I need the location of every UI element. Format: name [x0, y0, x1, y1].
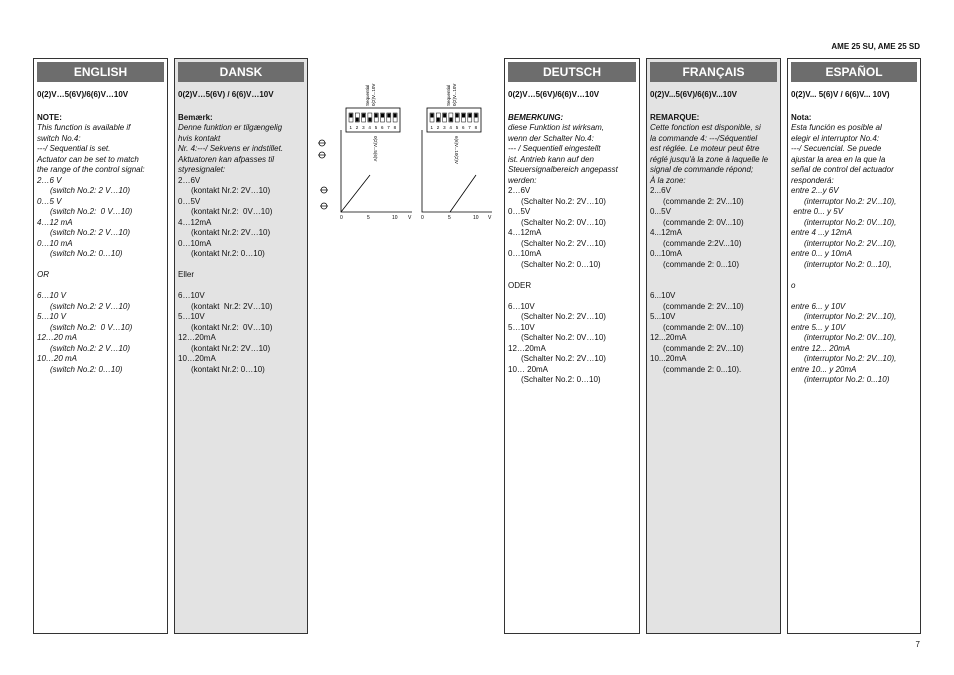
text-line: This function is available if	[37, 123, 131, 132]
text-line: 6…10V	[508, 301, 535, 311]
section-title: 0(2)V... 5(6)V / 6(6)V... 10V)	[791, 90, 890, 99]
text-line: 12…20mA	[178, 333, 216, 342]
dip-number: 6	[381, 125, 384, 130]
text-line: (Schalter No.2: 0V…10)	[521, 333, 606, 342]
text-line	[178, 281, 304, 292]
text-line: (Schalter No.2: 0V…10)	[521, 217, 606, 227]
note-lines	[791, 113, 917, 386]
text-line: 2...6V	[650, 186, 671, 195]
column-body	[175, 82, 307, 375]
dip-toggle-knob	[387, 114, 390, 118]
text-line: (Schalter No.2: 2V…10)	[521, 354, 606, 363]
text-line: OR	[37, 270, 49, 279]
text-line: (commande 2: 2V...10)	[663, 301, 744, 311]
switch-diagram	[316, 80, 496, 230]
text-line: entre 6... y 10V	[791, 301, 846, 311]
text-line: elegir el interruptor No.4:	[791, 133, 880, 143]
text-line: 12…20mA	[508, 343, 546, 353]
column-dansk	[174, 58, 308, 634]
x-tick: 10	[473, 215, 479, 221]
text-line: 12…20 mA	[37, 333, 78, 342]
dip-toggle-knob	[443, 114, 446, 118]
text-line: Nr. 4:---/ Sekvens er indstillet.	[178, 144, 284, 153]
text-line: 2…6V	[508, 186, 531, 195]
text-line: (interruptor No.2: 0...10),	[804, 259, 892, 269]
text-line: 5...10V	[650, 312, 676, 321]
dip-number: 4	[449, 125, 452, 130]
text-line: (commande 2: 0...10).	[663, 364, 742, 374]
text-line: entre 2...y 6V	[791, 186, 839, 195]
dip-number: 4	[368, 125, 371, 130]
text-line: ---/ Secuencial. Se puede	[791, 144, 882, 153]
text-line: 2…6 V	[37, 175, 62, 185]
section-title: 0(2)V…5(6V) / 6(6)V…10V	[178, 90, 274, 99]
text-line: 6…10V	[178, 291, 205, 300]
x-tick: 0	[340, 215, 343, 221]
rotated-range-right: 6(6)V...10(2)V	[454, 136, 459, 164]
dip-toggle-knob	[356, 118, 359, 122]
text-line: 6…10 V	[37, 291, 66, 300]
text-line	[791, 291, 917, 302]
text-line: (interruptor No.2: 2V...10),	[804, 238, 897, 248]
section-title: 0(2)V…5(6V)/6(6)V…10V	[508, 90, 600, 99]
x-tick: 0	[421, 215, 424, 221]
column-heading: ENGLISH	[37, 62, 164, 82]
text-line: 4...12mA	[650, 228, 683, 237]
text-line: (kontakt Nr.2: 0V…10)	[191, 322, 273, 332]
column-espanol	[787, 58, 921, 634]
column-heading: DEUTSCH	[508, 62, 636, 82]
column-body	[788, 82, 920, 386]
rotated-range-left: 0(2)V...5(6)V	[373, 136, 378, 162]
text-line: (kontakt Nr.2: 0…10)	[191, 364, 265, 374]
text-line: 0…5V	[178, 196, 201, 206]
text-line: entre 5... y 10V	[791, 322, 846, 332]
text-line: entre 10... y 20mA	[791, 364, 857, 374]
text-line: Esta función es posible al	[791, 123, 882, 132]
text-line: (Schalter No.2: 0…10)	[521, 259, 601, 269]
dip-switch-right	[427, 108, 481, 132]
text-line: 5…10V	[178, 312, 205, 321]
text-line	[178, 260, 304, 271]
dip-toggle-knob	[350, 114, 353, 118]
text-line: Cette fonction est disponible, si	[650, 123, 761, 132]
page-number: 7	[915, 640, 920, 649]
text-line: Denne funktion er tilgængelig	[178, 123, 283, 132]
dip-switch-left	[346, 108, 400, 132]
text-line: (interruptor No.2: 2V...10),	[804, 354, 897, 363]
switch-right-label-1: Sequential	[446, 84, 451, 106]
text-line: Eller	[178, 270, 195, 279]
text-line: (commande 2:2V...10)	[663, 238, 742, 248]
text-line: Actuator can be set to match	[37, 154, 139, 164]
dip-toggle-knob	[431, 114, 434, 118]
text-line: 4…12 mA	[37, 217, 73, 227]
x-unit: V	[408, 215, 412, 221]
text-line: ODER	[508, 280, 532, 290]
x-tick: 5	[448, 215, 451, 221]
dip-number: 5	[455, 125, 459, 130]
text-line: entre 0... y 5V	[791, 207, 844, 216]
text-line: la commande 4: ---/Séquentiel	[650, 133, 758, 143]
text-line: (interruptor No.2: 0...10)	[804, 375, 890, 384]
switch-left-label-1: Sequential	[365, 84, 370, 106]
column-heading: FRANÇAIS	[650, 62, 777, 82]
dip-number: 7	[387, 125, 390, 130]
text-line: 10…20 mA	[37, 354, 78, 363]
text-line: hvis kontakt	[178, 133, 221, 143]
text-line	[37, 260, 164, 271]
text-line: 10...20mA	[650, 354, 687, 363]
text-line: ist. Antrieb kann auf den	[508, 154, 594, 164]
text-line: Steuersignalbereich angepasst	[508, 165, 618, 174]
text-line: (kontakt Nr.2: 2V…10)	[191, 343, 271, 353]
text-line: 2…6V	[178, 175, 201, 185]
text-line	[650, 281, 777, 292]
text-line	[650, 270, 777, 281]
column-heading: DANSK	[178, 62, 304, 82]
text-line: entre 4 ...y 12mA	[791, 228, 852, 237]
dip-number: 3	[443, 125, 446, 130]
column-english	[33, 58, 168, 634]
dip-toggle-knob	[468, 114, 471, 118]
text-line: 5…10V	[508, 322, 535, 332]
dip-number: 3	[362, 125, 365, 130]
text-line: (commande 2: 0...10)	[663, 259, 740, 269]
text-line: Bemærk:	[178, 112, 213, 122]
note-lines	[37, 113, 164, 376]
dip-toggle-knob	[456, 114, 459, 118]
text-line: (commande 2: 0V...10)	[663, 217, 744, 227]
dip-toggle-knob	[375, 114, 378, 118]
text-line: (commande 2: 2V...10)	[663, 343, 744, 353]
text-line	[508, 270, 636, 281]
section-title: 0(2)V...5(6V)/6(6)V...10V	[650, 90, 738, 99]
dip-number: 7	[468, 125, 471, 130]
text-line: (switch No.2: 0…10)	[50, 364, 123, 374]
text-line: señal de control del actuador	[791, 165, 894, 174]
text-line: (switch No.2: 0 V…10)	[50, 207, 133, 216]
text-line: 6...10V	[650, 291, 676, 300]
column-body	[34, 82, 167, 375]
column-deutsch	[504, 58, 640, 634]
text-line: (kontakt Nr.2: 0…10)	[191, 249, 265, 258]
text-line: (switch No.2: 2 V…10)	[50, 301, 131, 311]
text-line: 0…5 V	[37, 196, 62, 206]
text-line: (Schalter No.2: 2V…10)	[521, 238, 606, 248]
text-line: ajustar la area en la que la	[791, 154, 886, 164]
column-body	[647, 82, 780, 375]
dip-number: 2	[436, 125, 440, 130]
text-line: (interruptor No.2: 2V...10),	[804, 196, 897, 206]
dip-toggle-knob	[475, 114, 478, 118]
text-line: (Schalter No.2: 2V…10)	[521, 196, 606, 206]
text-line: entre 12... 20mA	[791, 343, 851, 353]
text-line	[37, 281, 164, 292]
text-line: (Schalter No.2: 0…10)	[521, 375, 601, 384]
text-line: signal de commande répond;	[650, 165, 754, 174]
dip-toggle-knob	[394, 114, 397, 118]
text-line: 12...20mA	[650, 333, 687, 342]
text-line: (kontakt Nr.2: 2V…10)	[191, 301, 273, 311]
text-line: wenn der Schalter No.4:	[508, 133, 594, 143]
dip-toggle-knob	[449, 118, 452, 122]
text-line: Nota:	[791, 112, 812, 122]
text-line: 0...5V	[650, 207, 671, 216]
actuator-icons	[318, 140, 328, 209]
text-line	[508, 291, 636, 302]
text-line: réglé jusqu'à la zone à laquelle le	[650, 154, 769, 164]
text-line: the range of the control signal:	[37, 165, 145, 174]
dip-toggle-knob	[437, 118, 440, 122]
dip-toggle-knob	[362, 114, 365, 118]
text-line: 0…5V	[508, 207, 531, 216]
text-line: BEMERKUNG:	[508, 112, 564, 122]
text-line: ---/ Sequential is set.	[37, 144, 111, 153]
text-line: 0…10 mA	[37, 238, 73, 248]
text-line: (switch No.2: 2 V…10)	[50, 343, 131, 353]
text-line: entre 0... y 10mA	[791, 249, 852, 258]
x-tick: 10	[392, 215, 398, 221]
text-line: (interruptor No.2: 0V...10),	[804, 333, 897, 342]
text-line: (commande 2: 0V...10)	[663, 322, 744, 332]
switch-right-label-2: 0(2)V...10V	[452, 83, 457, 106]
dip-number: 6	[462, 125, 465, 130]
text-line: (kontakt Nr.2: 2V…10)	[191, 228, 271, 237]
text-line: responderá:	[791, 175, 834, 185]
text-line: Aktuatoren kan afpasses til	[178, 154, 275, 164]
note-lines	[650, 113, 777, 376]
text-line: est réglée. Le moteur peut être	[650, 144, 760, 153]
text-line: werden:	[508, 175, 537, 185]
text-line: 5…10 V	[37, 312, 66, 321]
dip-number: 5	[374, 125, 378, 130]
dip-number: 2	[355, 125, 359, 130]
text-line: styresignalet:	[178, 165, 226, 174]
text-line: 10…20mA	[178, 354, 216, 363]
text-line: (kontakt Nr.2: 2V…10)	[191, 186, 271, 195]
text-line: (interruptor No.2: 2V...10),	[804, 312, 897, 321]
switch-left-label-2: 0(2)V...10V	[371, 83, 376, 106]
dip-number: 1	[430, 125, 434, 130]
dip-number: 1	[349, 125, 353, 130]
column-body	[505, 82, 639, 386]
text-line: o	[791, 280, 796, 290]
text-line: (Schalter No.2: 2V…10)	[521, 312, 606, 321]
text-line: 0…10mA	[508, 249, 542, 258]
dip-toggle-knob	[462, 114, 465, 118]
page-header: AME 25 SU, AME 25 SD	[831, 42, 920, 51]
text-line: 4…12mA	[508, 228, 542, 237]
column-heading: ESPAÑOL	[791, 62, 917, 82]
dip-number: 8	[474, 125, 478, 130]
text-line: (interruptor No.2: 0V...10),	[804, 217, 897, 227]
column-francais	[646, 58, 781, 634]
dip-toggle-knob	[368, 118, 371, 122]
text-line: 4…12mA	[178, 217, 212, 227]
text-line: NOTE:	[37, 112, 62, 122]
text-line: 0...10mA	[650, 249, 683, 258]
text-line	[791, 270, 917, 281]
text-line: (switch No.2: 0…10)	[50, 249, 123, 258]
text-line: 10… 20mA	[508, 364, 549, 374]
note-lines	[178, 113, 304, 376]
text-line: (switch No.2: 0 V…10)	[50, 322, 133, 332]
text-line: (switch No.2: 2 V…10)	[50, 228, 131, 237]
text-line: REMARQUE:	[650, 112, 700, 122]
text-line: switch No.4:	[37, 133, 81, 143]
note-lines	[508, 113, 636, 386]
text-line: --- / Sequentiell eingestellt	[508, 144, 601, 153]
text-line: 0…10mA	[178, 238, 212, 248]
dip-toggle-knob	[381, 114, 384, 118]
x-tick: 5	[367, 215, 370, 221]
text-line: (commande 2: 2V...10)	[663, 196, 744, 206]
dip-number: 8	[393, 125, 397, 130]
text-line: diese Funktion ist wirksam,	[508, 123, 605, 132]
section-title: 0(2)V…5(6V)/6(6)V…10V	[37, 90, 129, 99]
text-line: (switch No.2: 2 V…10)	[50, 186, 131, 195]
text-line: (kontakt Nr.2: 0V…10)	[191, 207, 273, 216]
text-line: À la zone:	[650, 175, 686, 185]
x-unit: V	[488, 215, 492, 221]
